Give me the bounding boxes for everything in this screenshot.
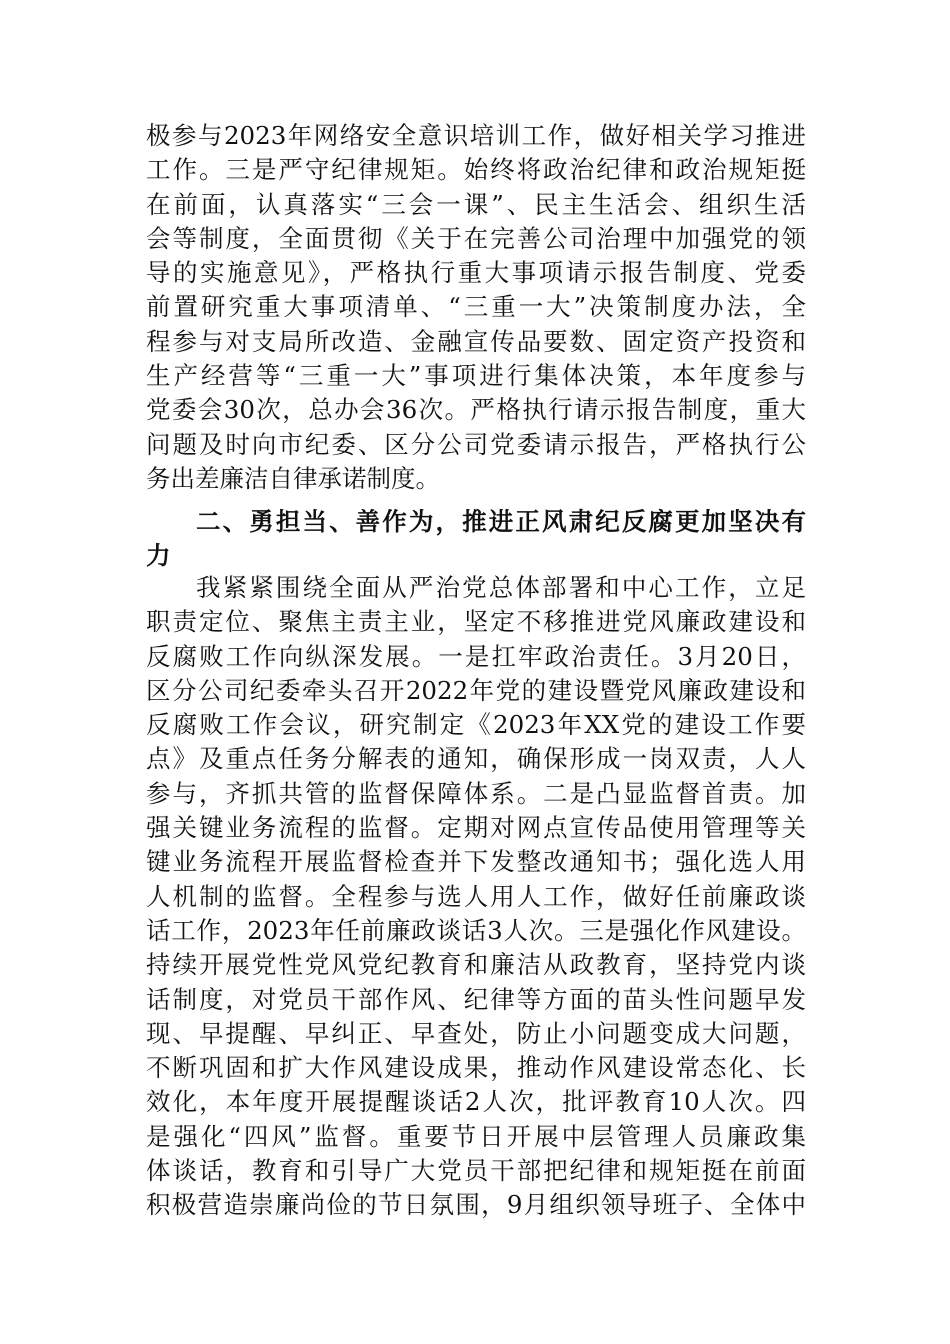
section-heading-2 (146, 505, 806, 574)
paragraph-2-line: 现、早提醒、早纠正、早查处，防止小问题变成大问题， (146, 1018, 806, 1048)
paragraph-2-line: 点》及重点任务分解表的通知，确保形成一岗双责，人人 (146, 744, 806, 774)
paragraph-2-line: 不断巩固和扩大作风建设成果，推动作风建设常态化、长 (146, 1053, 806, 1083)
paragraph-2-line: 键业务流程开展监督检查并下发整改通知书；强化选人用 (146, 847, 806, 877)
paragraph-1-line: 极参与2023年网络安全意识培训工作，做好相关学习推进 (146, 121, 806, 150)
paragraph-2-line: 强关键业务流程的监督。定期对网点宣传品使用管理等关 (146, 813, 806, 843)
heading-line: 力 (146, 541, 171, 571)
paragraph-2-line: 持续开展党性党风党纪教育和廉洁从政教育，坚持党内谈 (146, 950, 806, 980)
heading-line: 二、勇担当、善作为，推进正风肃纪反腐更加坚决有 (196, 507, 806, 536)
paragraph-1-line: 导的实施意见》，严格执行重大事项请示报告制度、党委 (146, 258, 806, 288)
paragraph-1-line: 生产经营等“三重一大”事项进行集体决策，本年度参与 (146, 361, 806, 391)
paragraph-1-line: 问题及时向市纪委、区分公司党委请示报告，严格执行公 (146, 429, 806, 459)
paragraph-1-line: 在前面，认真落实“三会一课”、民主生活会、组织生活 (146, 189, 806, 219)
paragraph-2-line: 积极营造崇廉尚俭的节日氛围，9月组织领导班子、全体中 (146, 1190, 806, 1220)
paragraph-2-line: 是强化“四风”监督。重要节日开展中层管理人员廉政集 (146, 1121, 806, 1151)
paragraph-2 (146, 571, 806, 1223)
paragraph-2-line: 职责定位、聚焦主责主业，坚定不移推进党风廉政建设和 (146, 607, 806, 637)
paragraph-1-line: 程参与对支局所改造、金融宣传品要数、固定资产投资和 (146, 326, 806, 356)
paragraph-2-line: 我紧紧围绕全面从严治党总体部署和中心工作，立足 (196, 573, 806, 602)
paragraph-1-line: 会等制度，全面贯彻《关于在完善公司治理中加强党的领 (146, 223, 806, 253)
paragraph-2-line: 话工作，2023年任前廉政谈话3人次。三是强化作风建设。 (146, 915, 806, 945)
paragraph-1-line: 工作。三是严守纪律规矩。始终将政治纪律和政治规矩挺 (146, 155, 806, 185)
paragraph-2-line: 体谈话，教育和引导广大党员干部把纪律和规矩挺在前面 (146, 1156, 806, 1186)
paragraph-2-line: 效化，本年度开展提醒谈话2人次，批评教育10人次。四 (146, 1087, 806, 1117)
paragraph-1 (146, 119, 806, 496)
paragraph-1-line: 前置研究重大事项清单、“三重一大”决策制度办法，全 (146, 292, 806, 322)
paragraph-2-line: 反腐败工作向纵深发展。一是扛牢政治责任。3月20日， (146, 641, 806, 671)
paragraph-2-line: 参与，齐抓共管的监督保障体系。二是凸显监督首责。加 (146, 778, 806, 808)
paragraph-1-line: 党委会30次，总办会36次。严格执行请示报告制度，重大 (146, 395, 806, 425)
paragraph-2-line: 区分公司纪委牵头召开2022年党的建设暨党风廉政建设和 (146, 675, 806, 705)
paragraph-2-line: 话制度，对党员干部作风、纪律等方面的苗头性问题早发 (146, 984, 806, 1014)
paragraph-2-line: 反腐败工作会议，研究制定《2023年XX党的建设工作要 (146, 710, 806, 740)
paragraph-2-line: 人机制的监督。全程参与选人用人工作，做好任前廉政谈 (146, 881, 806, 911)
paragraph-1-line: 务出差廉洁自律承诺制度。 (146, 463, 440, 493)
